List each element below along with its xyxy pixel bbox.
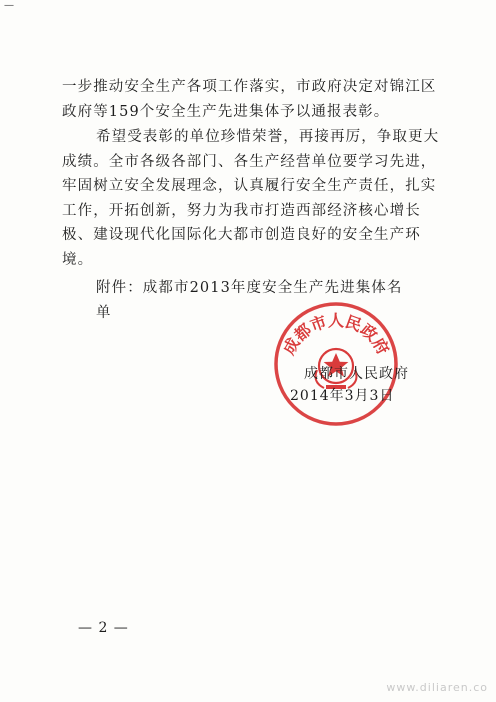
body-paragraph-2 — [62, 125, 450, 272]
body-paragraph-1: 一步推动安全生产各项工作落实，市政府决定对锦江区政府等159个安全生产先进集体予以通报表彰。 — [62, 79, 437, 120]
body-paragraph-2-text: 希望受表彰的单位珍惜荣誉，再接再厉，争取更大成绩。全市各级各部门、各生产经营单位要学习先进，牢固树立安全发展理念，认真履行安全生产责任，扎实工作，开拓创新，努力为我市打造西部经济核心增长极、建设现代化国际化大都市创造良好的安全生产环境。 — [62, 129, 440, 268]
corner-mark: — — [4, 0, 14, 11]
seal-text-path: 成都市人民政府 — [279, 311, 393, 358]
signature-organization: 成都市人民政府 — [304, 366, 409, 382]
watermark: www.diliaren.co — [386, 681, 488, 694]
signature-date: 2014年3月3日 — [290, 388, 395, 404]
page-number: — 2 — — [78, 620, 129, 636]
attachment-line: 附件：成都市2013年度安全生产先进集体名单 — [96, 280, 403, 321]
